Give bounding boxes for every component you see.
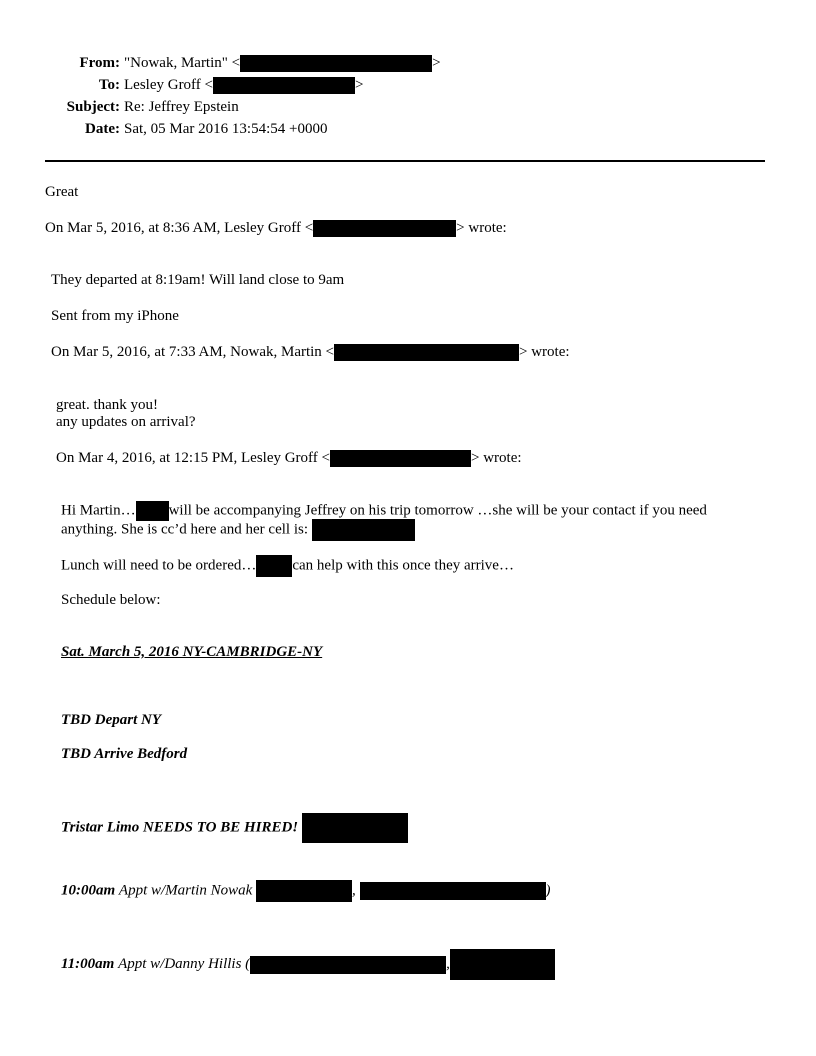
quote-header-1: On Mar 5, 2016, at 8:36 AM, Lesley Groff < > wrote: (45, 220, 507, 236)
quote-header-2: On Mar 5, 2016, at 7:33 AM, Nowak, Martin < > wrote: (51, 344, 570, 360)
reply-text: Great (45, 184, 79, 200)
from-value: "Nowak, Martin" < (124, 55, 241, 71)
signature-line: Sent from my iPhone (51, 308, 179, 324)
redacted-block (330, 450, 471, 467)
schedule-item: TBD Depart NY (61, 712, 161, 728)
subject-row (0, 98, 239, 116)
from-label: From: (79, 55, 120, 71)
header-divider (45, 160, 765, 162)
from-row: From: "Nowak, Martin" < > (0, 54, 441, 72)
schedule-item: Tristar Limo NEEDS TO BE HIRED! (61, 813, 408, 843)
appointment-time: 10:00am (61, 882, 116, 899)
subject-value: Re: Jeffrey Epstein (124, 99, 239, 115)
message-line: They departed at 8:19am! Will land close to 9am (51, 272, 345, 288)
appointment-time: 11:00am (61, 955, 115, 972)
message-line: Schedule below: (61, 592, 161, 608)
date-value: Sat, 05 Mar 2016 13:54:54 +0000 (124, 121, 328, 137)
redacted-block (250, 956, 446, 974)
redacted-block (313, 220, 456, 237)
redacted-block (312, 519, 415, 541)
schedule-title: Sat. March 5, 2016 NY-CAMBRIDGE-NY (61, 644, 323, 660)
redacted-block (256, 555, 292, 577)
message-line: great. thank you! (56, 397, 159, 413)
message-line: anything. She is cc’d here and her cell is: (61, 519, 415, 541)
redacted-block (360, 882, 546, 900)
message-line: Hi Martin… will be accompanying Jeffrey on his trip tomorrow …she will be your contact if you need (61, 501, 707, 521)
appointment-row: 11:00am Appt w/Danny Hillis ( , (61, 949, 555, 980)
to-value: Lesley Groff < (124, 77, 213, 93)
redacted-block (256, 880, 352, 902)
date-label: Date: (85, 121, 120, 137)
schedule-item: TBD Arrive Bedford (61, 746, 188, 762)
to-label: To: (98, 77, 120, 93)
redacted-block (302, 813, 408, 843)
redacted-block (450, 949, 555, 980)
redacted-block (213, 77, 355, 94)
quote-header-3: On Mar 4, 2016, at 12:15 PM, Lesley Groff < > wrote: (56, 450, 522, 466)
redacted-block (240, 55, 432, 72)
message-line: Lunch will need to be ordered… can help with this once they arrive… (61, 555, 514, 577)
message-line: any updates on arrival? (56, 414, 196, 430)
appointment-row: 10:00am Appt w/Martin Nowak , ) (61, 880, 551, 902)
date-row (0, 120, 327, 138)
to-row: To: Lesley Groff < > (0, 76, 363, 94)
redacted-block (334, 344, 519, 361)
subject-label: Subject: (66, 99, 120, 115)
redacted-block (136, 501, 169, 521)
